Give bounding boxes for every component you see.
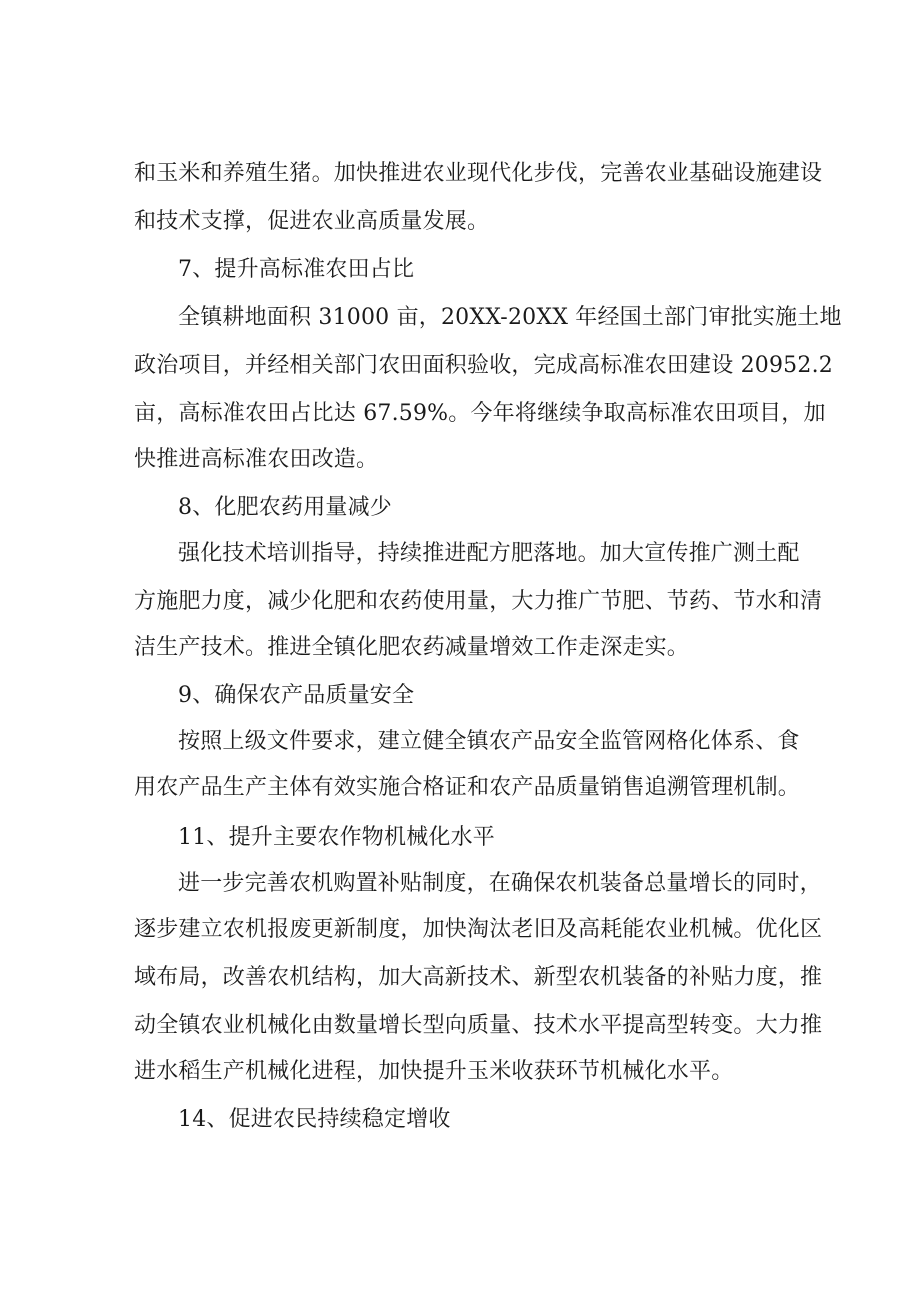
section-heading: 14、促进农民持续稳定增收 <box>178 1107 451 1132</box>
section-heading: 7、提升高标准农田占比 <box>178 257 415 282</box>
section-heading: 8、化肥农药用量减少 <box>178 495 392 520</box>
paragraph-line: 快推进高标准农田改造。 <box>134 447 379 472</box>
paragraph-line: 方施肥力度，减少化肥和农药使用量，大力推广节肥、节药、节水和清 <box>134 589 823 614</box>
paragraph-line: 按照上级文件要求，建立健全镇农产品安全监管网格化体系、食 <box>178 729 800 754</box>
paragraph-line: 域布局，改善农机结构，加大高新技术、新型农机装备的补贴力度，推 <box>134 965 823 990</box>
paragraph-line: 强化技术培训指导，持续推进配方肥落地。加大宣传推广测土配 <box>178 541 800 566</box>
paragraph-line: 逐步建立农机报废更新制度，加快淘汰老旧及高耗能农业机械。优化区 <box>134 917 823 942</box>
paragraph-line: 洁生产技术。推进全镇化肥农药减量增效工作走深走实。 <box>134 635 690 660</box>
paragraph-line: 进水稻生产机械化进程，加快提升玉米收获环节机械化水平。 <box>134 1059 734 1084</box>
paragraph-line: 和玉米和养殖生猪。加快推进农业现代化步伐，完善农业基础设施建设 <box>134 161 823 186</box>
section-heading: 11、提升主要农作物机械化水平 <box>178 825 495 850</box>
paragraph-line: 进一步完善农机购置补贴制度，在确保农机装备总量增长的同时， <box>178 871 822 896</box>
paragraph-line: 和技术支撑，促进农业高质量发展。 <box>134 209 490 234</box>
paragraph-line: 政治项目，并经相关部门农田面积验收，完成高标准农田建设 20952.2 <box>134 353 833 378</box>
paragraph-line: 用农产品生产主体有效实施合格证和农产品质量销售追溯管理机制。 <box>134 775 801 800</box>
paragraph-line: 动全镇农业机械化由数量增长型向质量、技术水平提高型转变。大力推 <box>134 1013 823 1038</box>
paragraph-line: 全镇耕地面积 31000 亩，20XX-20XX 年经国土部门审批实施土地 <box>178 305 842 330</box>
section-heading: 9、确保农产品质量安全 <box>178 683 415 708</box>
paragraph-line: 亩，高标准农田占比达 67.59%。今年将继续争取高标准农田项目，加 <box>134 401 826 426</box>
